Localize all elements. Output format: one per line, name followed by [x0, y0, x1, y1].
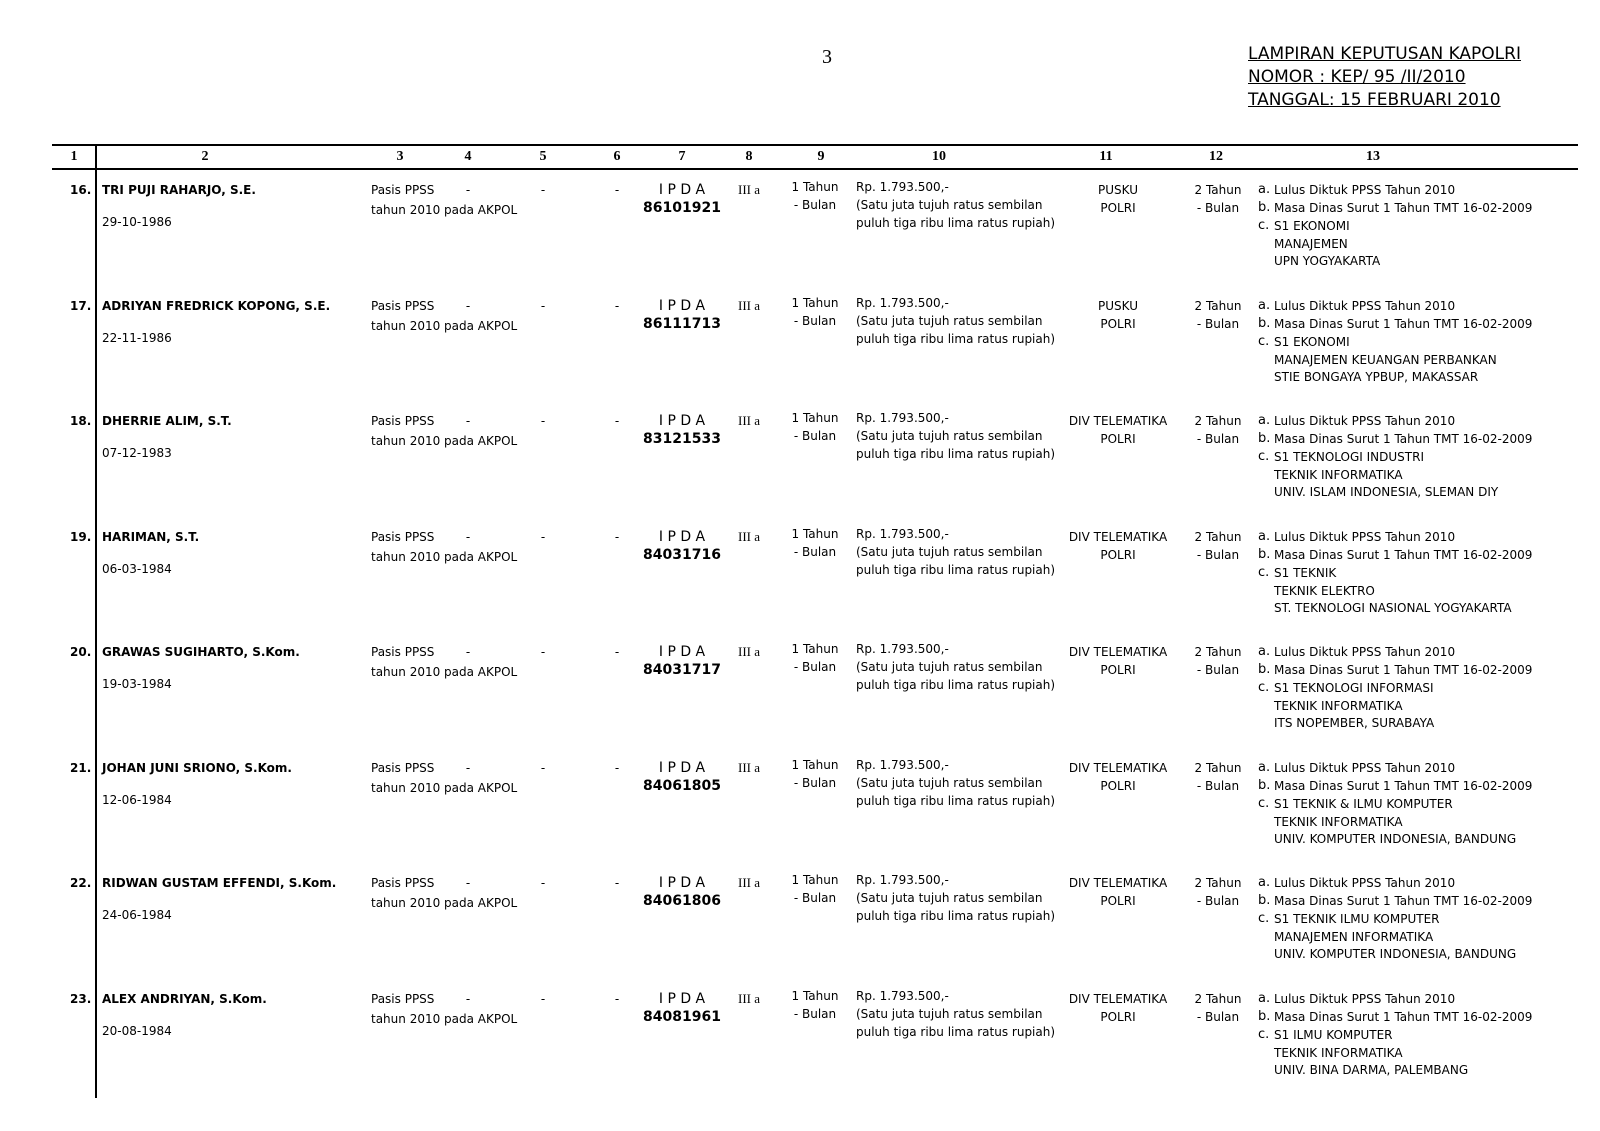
- cell-masa1b: - Bulan: [793, 1007, 837, 1021]
- cell-c3a: Pasis PPSS: [371, 761, 435, 775]
- cell-salary-words2: puluh tiga ribu lima ratus rupiah): [856, 332, 1056, 346]
- cell-masa2a: 2 Tahun: [1194, 645, 1242, 659]
- cell-no: 19.: [70, 530, 92, 544]
- cell-rank: I P D A: [658, 529, 706, 545]
- note-marker: c.: [1258, 1027, 1270, 1042]
- cell-masa1a: 1 Tahun: [791, 758, 839, 772]
- cell-nrp: 84031716: [643, 547, 721, 563]
- column-header-3: 3: [396, 149, 404, 164]
- cell-note-c1: S1 EKONOMI: [1274, 219, 1350, 233]
- cell-note-c3: ITS NOPEMBER, SURABAYA: [1274, 716, 1435, 730]
- table-row: [0, 875, 1600, 987]
- note-marker: c.: [1258, 796, 1270, 811]
- note-marker: a.: [1258, 529, 1271, 544]
- cell-c6: -: [614, 876, 620, 890]
- cell-salary: Rp. 1.793.500,-: [856, 642, 949, 656]
- cell-c6: -: [614, 414, 620, 428]
- note-marker: b.: [1258, 431, 1271, 446]
- cell-c6: -: [614, 761, 620, 775]
- cell-note-c3: UNIV. ISLAM INDONESIA, SLEMAN DIY: [1274, 485, 1499, 499]
- note-marker: b.: [1258, 778, 1271, 793]
- cell-note-a: Lulus Diktuk PPSS Tahun 2010: [1274, 530, 1456, 544]
- note-marker: a.: [1258, 760, 1271, 775]
- cell-c6: -: [614, 992, 620, 1006]
- cell-c5: -: [540, 992, 546, 1006]
- cell-no: 22.: [70, 876, 92, 890]
- cell-no: 17.: [70, 299, 92, 313]
- cell-note-c1: S1 TEKNOLOGI INDUSTRI: [1274, 450, 1424, 464]
- cell-c5: -: [540, 299, 546, 313]
- header-date: TANGGAL: 15 FEBRUARI 2010: [1248, 90, 1501, 110]
- note-marker: c.: [1258, 680, 1270, 695]
- cell-masa2b: - Bulan: [1196, 663, 1240, 677]
- cell-dob: 19-03-1984: [102, 677, 172, 691]
- cell-rank: I P D A: [658, 182, 706, 198]
- cell-unit1: PUSKU: [1098, 183, 1138, 197]
- cell-rank: I P D A: [658, 991, 706, 1007]
- cell-note-c1: S1 TEKNOLOGI INFORMASI: [1274, 681, 1434, 695]
- cell-golongan: III a: [737, 298, 760, 313]
- cell-salary-words1: (Satu juta tujuh ratus sembilan: [856, 429, 1043, 443]
- cell-note-c2: TEKNIK INFORMATIKA: [1274, 1046, 1403, 1060]
- cell-c6: -: [614, 299, 620, 313]
- cell-golongan: III a: [737, 529, 760, 544]
- cell-salary-words2: puluh tiga ribu lima ratus rupiah): [856, 678, 1056, 692]
- cell-c4: -: [465, 876, 471, 890]
- cell-salary-words2: puluh tiga ribu lima ratus rupiah): [856, 1025, 1056, 1039]
- cell-note-c1: S1 TEKNIK & ILMU KOMPUTER: [1274, 797, 1453, 811]
- cell-masa2a: 2 Tahun: [1194, 414, 1242, 428]
- note-marker: b.: [1258, 200, 1271, 215]
- cell-note-c1: S1 EKONOMI: [1274, 335, 1350, 349]
- note-marker: a.: [1258, 413, 1271, 428]
- table-row: [0, 760, 1600, 872]
- cell-unit2: POLRI: [1100, 317, 1136, 331]
- cell-c4: -: [465, 414, 471, 428]
- cell-unit2: POLRI: [1100, 663, 1136, 677]
- note-marker: c.: [1258, 911, 1270, 926]
- cell-c3b: tahun 2010 pada AKPOL: [371, 319, 518, 333]
- cell-c3b: tahun 2010 pada AKPOL: [371, 203, 518, 217]
- column-header-11: 11: [1099, 149, 1113, 164]
- cell-note-c1: S1 ILMU KOMPUTER: [1274, 1028, 1393, 1042]
- cell-note-c1: S1 TEKNIK: [1274, 566, 1337, 580]
- cell-golongan: III a: [737, 644, 760, 659]
- cell-no: 16.: [70, 183, 92, 197]
- cell-note-b: Masa Dinas Surut 1 Tahun TMT 16-02-2009: [1274, 201, 1533, 215]
- cell-salary: Rp. 1.793.500,-: [856, 527, 949, 541]
- column-header-12: 12: [1209, 149, 1223, 164]
- cell-unit2: POLRI: [1100, 894, 1136, 908]
- cell-name: HARIMAN, S.T.: [102, 530, 200, 544]
- cell-masa1a: 1 Tahun: [791, 642, 839, 656]
- cell-note-c3: UNIV. KOMPUTER INDONESIA, BANDUNG: [1274, 832, 1517, 846]
- cell-note-c2: MANAJEMEN KEUANGAN PERBANKAN: [1274, 353, 1497, 367]
- cell-c3a: Pasis PPSS: [371, 414, 435, 428]
- cell-dob: 12-06-1984: [102, 793, 172, 807]
- cell-c4: -: [465, 183, 471, 197]
- table-row: [0, 529, 1600, 641]
- cell-masa1b: - Bulan: [793, 314, 837, 328]
- cell-c3a: Pasis PPSS: [371, 645, 435, 659]
- cell-name: GRAWAS SUGIHARTO, S.Kom.: [102, 645, 300, 659]
- cell-dob: 07-12-1983: [102, 446, 172, 460]
- cell-note-c3: UNIV. BINA DARMA, PALEMBANG: [1274, 1063, 1469, 1077]
- cell-c3a: Pasis PPSS: [371, 299, 435, 313]
- cell-c5: -: [540, 530, 546, 544]
- cell-c3b: tahun 2010 pada AKPOL: [371, 896, 518, 910]
- cell-rank: I P D A: [658, 413, 706, 429]
- cell-note-b: Masa Dinas Surut 1 Tahun TMT 16-02-2009: [1274, 663, 1533, 677]
- cell-nrp: 84031717: [643, 662, 721, 678]
- cell-nrp: 84061805: [643, 778, 721, 794]
- note-marker: a.: [1258, 298, 1271, 313]
- cell-unit1: DIV TELEMATIKA: [1068, 530, 1168, 544]
- note-marker: c.: [1258, 334, 1270, 349]
- column-header-10: 10: [932, 149, 946, 164]
- cell-salary-words1: (Satu juta tujuh ratus sembilan: [856, 314, 1043, 328]
- cell-nrp: 84061806: [643, 893, 721, 909]
- table-top-rule: [52, 144, 1578, 146]
- cell-note-a: Lulus Diktuk PPSS Tahun 2010: [1274, 761, 1456, 775]
- cell-masa2b: - Bulan: [1196, 894, 1240, 908]
- table-row: [0, 182, 1600, 294]
- note-marker: b.: [1258, 662, 1271, 677]
- cell-name: ALEX ANDRIYAN, S.Kom.: [102, 992, 267, 1006]
- table-header-rule: [52, 168, 1578, 170]
- note-marker: b.: [1258, 316, 1271, 331]
- cell-name: JOHAN JUNI SRIONO, S.Kom.: [102, 761, 292, 775]
- cell-note-c3: UNIV. KOMPUTER INDONESIA, BANDUNG: [1274, 947, 1517, 961]
- note-marker: b.: [1258, 893, 1271, 908]
- cell-salary-words1: (Satu juta tujuh ratus sembilan: [856, 1007, 1043, 1021]
- cell-unit1: PUSKU: [1098, 299, 1138, 313]
- cell-unit1: DIV TELEMATIKA: [1068, 992, 1168, 1006]
- cell-rank: I P D A: [658, 760, 706, 776]
- cell-masa1a: 1 Tahun: [791, 989, 839, 1003]
- cell-note-c2: TEKNIK INFORMATIKA: [1274, 699, 1403, 713]
- cell-c5: -: [540, 183, 546, 197]
- note-marker: a.: [1258, 875, 1271, 890]
- cell-name: RIDWAN GUSTAM EFFENDI, S.Kom.: [102, 876, 337, 890]
- cell-golongan: III a: [737, 760, 760, 775]
- column-header-4: 4: [464, 149, 472, 164]
- cell-dob: 06-03-1984: [102, 562, 172, 576]
- cell-note-c3: STIE BONGAYA YPBUP, MAKASSAR: [1274, 370, 1479, 384]
- cell-masa1a: 1 Tahun: [791, 180, 839, 194]
- cell-note-a: Lulus Diktuk PPSS Tahun 2010: [1274, 414, 1456, 428]
- cell-c3b: tahun 2010 pada AKPOL: [371, 781, 518, 795]
- cell-salary: Rp. 1.793.500,-: [856, 296, 949, 310]
- cell-name: ADRIYAN FREDRICK KOPONG, S.E.: [102, 299, 331, 313]
- cell-note-a: Lulus Diktuk PPSS Tahun 2010: [1274, 876, 1456, 890]
- cell-note-c2: TEKNIK INFORMATIKA: [1274, 468, 1403, 482]
- page-number: 3: [822, 46, 832, 68]
- cell-masa1b: - Bulan: [793, 429, 837, 443]
- cell-c4: -: [465, 645, 471, 659]
- cell-c5: -: [540, 876, 546, 890]
- cell-masa2b: - Bulan: [1196, 432, 1240, 446]
- cell-c4: -: [465, 530, 471, 544]
- cell-golongan: III a: [737, 182, 760, 197]
- cell-c3a: Pasis PPSS: [371, 530, 435, 544]
- cell-masa2b: - Bulan: [1196, 317, 1240, 331]
- cell-masa2a: 2 Tahun: [1194, 761, 1242, 775]
- cell-masa1b: - Bulan: [793, 198, 837, 212]
- note-marker: a.: [1258, 182, 1271, 197]
- cell-note-c2: MANAJEMEN: [1274, 237, 1348, 251]
- cell-salary-words2: puluh tiga ribu lima ratus rupiah): [856, 794, 1056, 808]
- cell-c6: -: [614, 645, 620, 659]
- cell-c5: -: [540, 414, 546, 428]
- cell-masa2a: 2 Tahun: [1194, 992, 1242, 1006]
- cell-rank: I P D A: [658, 644, 706, 660]
- column-header-8: 8: [745, 149, 753, 164]
- cell-note-b: Masa Dinas Surut 1 Tahun TMT 16-02-2009: [1274, 432, 1533, 446]
- cell-golongan: III a: [737, 991, 760, 1006]
- cell-unit2: POLRI: [1100, 1010, 1136, 1024]
- cell-rank: I P D A: [658, 875, 706, 891]
- table-row: [0, 991, 1600, 1103]
- cell-note-b: Masa Dinas Surut 1 Tahun TMT 16-02-2009: [1274, 317, 1533, 331]
- cell-nrp: 84081961: [643, 1009, 721, 1025]
- cell-note-c3: ST. TEKNOLOGI NASIONAL YOGYAKARTA: [1274, 601, 1512, 615]
- cell-c6: -: [614, 530, 620, 544]
- cell-masa2a: 2 Tahun: [1194, 299, 1242, 313]
- cell-masa1a: 1 Tahun: [791, 873, 839, 887]
- cell-unit1: DIV TELEMATIKA: [1068, 876, 1168, 890]
- cell-note-c2: TEKNIK INFORMATIKA: [1274, 815, 1403, 829]
- cell-masa2b: - Bulan: [1196, 779, 1240, 793]
- note-marker: c.: [1258, 565, 1270, 580]
- cell-c3a: Pasis PPSS: [371, 992, 435, 1006]
- cell-salary: Rp. 1.793.500,-: [856, 180, 949, 194]
- cell-masa1a: 1 Tahun: [791, 296, 839, 310]
- cell-salary-words2: puluh tiga ribu lima ratus rupiah): [856, 216, 1056, 230]
- cell-note-b: Masa Dinas Surut 1 Tahun TMT 16-02-2009: [1274, 1010, 1533, 1024]
- table-row: [0, 644, 1600, 756]
- cell-note-a: Lulus Diktuk PPSS Tahun 2010: [1274, 645, 1456, 659]
- cell-salary: Rp. 1.793.500,-: [856, 758, 949, 772]
- table-row: [0, 298, 1600, 410]
- cell-note-a: Lulus Diktuk PPSS Tahun 2010: [1274, 299, 1456, 313]
- cell-salary: Rp. 1.793.500,-: [856, 411, 949, 425]
- cell-unit1: DIV TELEMATIKA: [1068, 414, 1168, 428]
- cell-note-b: Masa Dinas Surut 1 Tahun TMT 16-02-2009: [1274, 894, 1533, 908]
- cell-masa1b: - Bulan: [793, 891, 837, 905]
- cell-c5: -: [540, 761, 546, 775]
- column-header-1: 1: [70, 149, 78, 164]
- cell-unit2: POLRI: [1100, 201, 1136, 215]
- cell-c5: -: [540, 645, 546, 659]
- cell-c3b: tahun 2010 pada AKPOL: [371, 665, 518, 679]
- note-marker: c.: [1258, 218, 1270, 233]
- column-header-7: 7: [678, 149, 686, 164]
- cell-salary: Rp. 1.793.500,-: [856, 873, 949, 887]
- cell-note-b: Masa Dinas Surut 1 Tahun TMT 16-02-2009: [1274, 779, 1533, 793]
- header-title: LAMPIRAN KEPUTUSAN KAPOLRI: [1248, 44, 1521, 64]
- cell-note-a: Lulus Diktuk PPSS Tahun 2010: [1274, 183, 1456, 197]
- cell-dob: 22-11-1986: [102, 331, 172, 345]
- note-marker: b.: [1258, 1009, 1271, 1024]
- cell-c6: -: [614, 183, 620, 197]
- note-marker: a.: [1258, 991, 1271, 1006]
- cell-golongan: III a: [737, 413, 760, 428]
- cell-masa2b: - Bulan: [1196, 548, 1240, 562]
- cell-unit2: POLRI: [1100, 548, 1136, 562]
- cell-salary-words1: (Satu juta tujuh ratus sembilan: [856, 776, 1043, 790]
- cell-unit2: POLRI: [1100, 432, 1136, 446]
- cell-c4: -: [465, 299, 471, 313]
- cell-dob: 24-06-1984: [102, 908, 172, 922]
- cell-c3b: tahun 2010 pada AKPOL: [371, 550, 518, 564]
- cell-name: TRI PUJI RAHARJO, S.E.: [102, 183, 256, 197]
- cell-masa1b: - Bulan: [793, 660, 837, 674]
- cell-salary-words2: puluh tiga ribu lima ratus rupiah): [856, 563, 1056, 577]
- cell-dob: 29-10-1986: [102, 215, 172, 229]
- cell-salary-words1: (Satu juta tujuh ratus sembilan: [856, 891, 1043, 905]
- cell-salary-words2: puluh tiga ribu lima ratus rupiah): [856, 909, 1056, 923]
- cell-masa2b: - Bulan: [1196, 201, 1240, 215]
- cell-masa1a: 1 Tahun: [791, 527, 839, 541]
- note-marker: a.: [1258, 644, 1271, 659]
- cell-nrp: 86111713: [643, 316, 721, 332]
- table-row: [0, 413, 1600, 525]
- cell-masa2b: - Bulan: [1196, 1010, 1240, 1024]
- header-number: NOMOR : KEP/ 95 /II/2010: [1248, 67, 1466, 87]
- cell-c3a: Pasis PPSS: [371, 876, 435, 890]
- cell-c4: -: [465, 761, 471, 775]
- cell-rank: I P D A: [658, 298, 706, 314]
- cell-unit2: POLRI: [1100, 779, 1136, 793]
- cell-note-a: Lulus Diktuk PPSS Tahun 2010: [1274, 992, 1456, 1006]
- cell-masa1b: - Bulan: [793, 776, 837, 790]
- cell-unit1: DIV TELEMATIKA: [1068, 645, 1168, 659]
- column-header-2: 2: [201, 149, 209, 164]
- cell-no: 20.: [70, 645, 92, 659]
- column-header-9: 9: [817, 149, 825, 164]
- cell-no: 23.: [70, 992, 92, 1006]
- cell-masa2a: 2 Tahun: [1194, 876, 1242, 890]
- cell-name: DHERRIE ALIM, S.T.: [102, 414, 232, 428]
- cell-nrp: 83121533: [643, 431, 721, 447]
- column-header-5: 5: [539, 149, 547, 164]
- column-header-13: 13: [1366, 149, 1380, 164]
- cell-salary-words2: puluh tiga ribu lima ratus rupiah): [856, 447, 1056, 461]
- cell-note-c2: TEKNIK ELEKTRO: [1274, 584, 1375, 598]
- cell-note-c2: MANAJEMEN INFORMATIKA: [1274, 930, 1434, 944]
- cell-dob: 20-08-1984: [102, 1024, 172, 1038]
- column-header-6: 6: [613, 149, 621, 164]
- note-marker: b.: [1258, 547, 1271, 562]
- cell-masa1a: 1 Tahun: [791, 411, 839, 425]
- note-marker: c.: [1258, 449, 1270, 464]
- cell-c3b: tahun 2010 pada AKPOL: [371, 1012, 518, 1026]
- cell-masa2a: 2 Tahun: [1194, 530, 1242, 544]
- cell-masa2a: 2 Tahun: [1194, 183, 1242, 197]
- cell-unit1: DIV TELEMATIKA: [1068, 761, 1168, 775]
- cell-salary: Rp. 1.793.500,-: [856, 989, 949, 1003]
- cell-c4: -: [465, 992, 471, 1006]
- cell-c3a: Pasis PPSS: [371, 183, 435, 197]
- cell-note-b: Masa Dinas Surut 1 Tahun TMT 16-02-2009: [1274, 548, 1533, 562]
- cell-salary-words1: (Satu juta tujuh ratus sembilan: [856, 198, 1043, 212]
- cell-no: 18.: [70, 414, 92, 428]
- cell-nrp: 86101921: [643, 200, 721, 216]
- cell-masa1b: - Bulan: [793, 545, 837, 559]
- cell-c3b: tahun 2010 pada AKPOL: [371, 434, 518, 448]
- cell-no: 21.: [70, 761, 92, 775]
- cell-golongan: III a: [737, 875, 760, 890]
- cell-salary-words1: (Satu juta tujuh ratus sembilan: [856, 660, 1043, 674]
- cell-salary-words1: (Satu juta tujuh ratus sembilan: [856, 545, 1043, 559]
- cell-note-c3: UPN YOGYAKARTA: [1274, 254, 1381, 268]
- cell-note-c1: S1 TEKNIK ILMU KOMPUTER: [1274, 912, 1440, 926]
